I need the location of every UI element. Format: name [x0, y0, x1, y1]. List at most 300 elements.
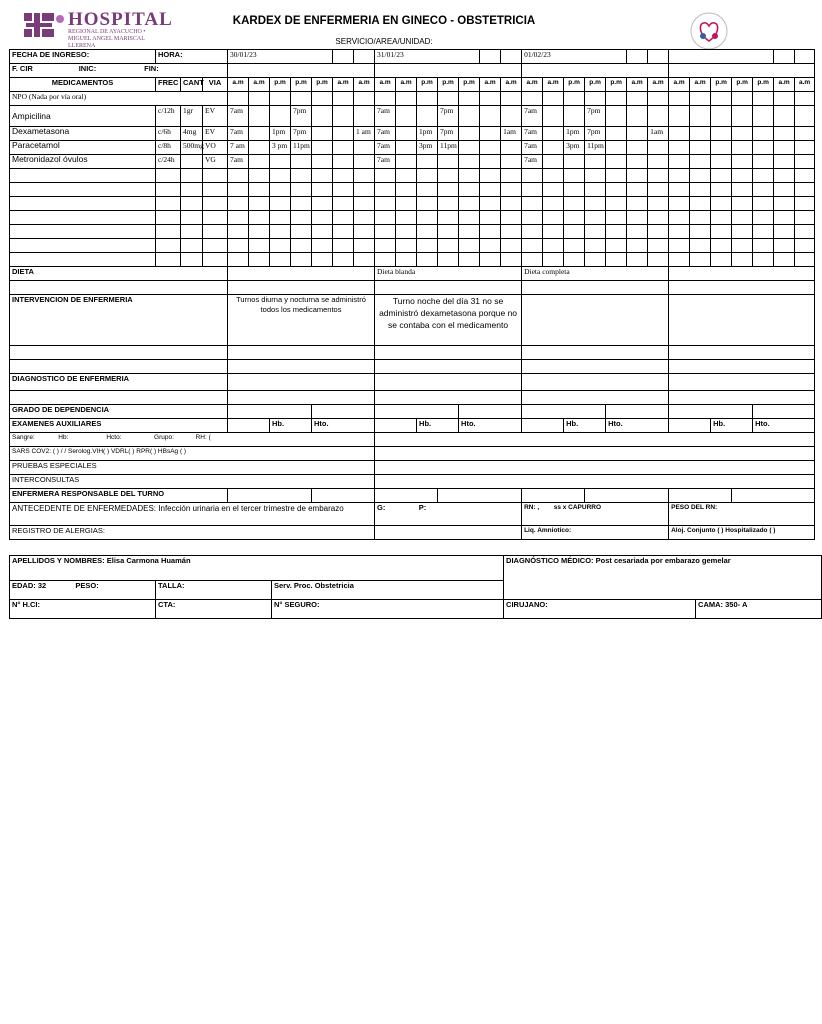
- diagnosis-row-2: [10, 391, 815, 405]
- fin-label: FIN:: [144, 64, 159, 73]
- table-cell: [228, 92, 249, 106]
- table-cell: [753, 78, 774, 92]
- table-cell: [753, 169, 774, 183]
- table-cell: [732, 141, 753, 155]
- table-cell: [375, 295, 522, 346]
- hci-cell: [10, 600, 156, 619]
- table-cell: [228, 239, 249, 253]
- shift-pm-header: p.m: [610, 79, 622, 86]
- table-cell: [375, 433, 815, 447]
- height-label: TALLA:: [158, 581, 185, 590]
- table-cell: [417, 141, 438, 155]
- table-cell: [669, 239, 690, 253]
- table-cell: [606, 183, 627, 197]
- table-cell: [228, 78, 249, 92]
- table-cell: [354, 225, 375, 239]
- table-cell: [312, 183, 333, 197]
- table-cell: [522, 391, 669, 405]
- dose-time: 3pm: [419, 141, 433, 150]
- table-cell: [417, 225, 438, 239]
- table-cell: [711, 211, 732, 225]
- table-cell: [375, 346, 522, 360]
- table-cell: [564, 211, 585, 225]
- dose-time: 7am: [524, 155, 537, 164]
- table-cell: [606, 405, 669, 419]
- table-cell: [203, 169, 228, 183]
- table-cell: [669, 346, 815, 360]
- table-cell: [522, 106, 543, 127]
- table-cell: [156, 225, 181, 239]
- table-cell: [648, 141, 669, 155]
- medication-frequency: c/6h: [158, 127, 171, 136]
- medication-row: [10, 141, 815, 155]
- table-cell: [774, 225, 795, 239]
- table-cell: [354, 141, 375, 155]
- table-cell: [543, 253, 564, 267]
- table-cell: [375, 281, 522, 295]
- table-cell: [396, 183, 417, 197]
- logo-name: HOSPITAL: [68, 9, 173, 30]
- medications-header: MEDICAMENTOS: [51, 78, 114, 87]
- table-cell: [375, 374, 522, 391]
- table-cell: [522, 92, 543, 106]
- table-cell: [396, 211, 417, 225]
- table-cell: [438, 127, 459, 141]
- table-cell: [564, 155, 585, 169]
- empty-medication-row: [10, 183, 815, 197]
- table-cell: [627, 183, 648, 197]
- amniotic-fluid-label: Liq. Amniotico:: [524, 527, 572, 534]
- table-cell: [270, 169, 291, 183]
- table-cell: [732, 489, 815, 503]
- table-cell: [10, 78, 156, 92]
- table-cell: [333, 183, 354, 197]
- dose-time: 7am: [230, 127, 243, 136]
- rh-label: RH: (: [195, 434, 211, 441]
- table-cell: [270, 92, 291, 106]
- table-cell: [606, 169, 627, 183]
- table-cell: [648, 50, 669, 64]
- table-cell: [156, 239, 181, 253]
- table-cell: [606, 92, 627, 106]
- medication-row: [10, 127, 815, 141]
- emblem-icon: [689, 11, 729, 51]
- table-cell: [438, 78, 459, 92]
- table-cell: [669, 419, 711, 433]
- npo-note: NPO (Nada por vía oral): [12, 92, 87, 101]
- table-cell: [10, 405, 228, 419]
- empty-medication-row: [10, 225, 815, 239]
- table-cell: [291, 169, 312, 183]
- special-tests-label: PRUEBAS ESPECIALES: [12, 461, 97, 470]
- allergies-label: REGISTRO DE ALERGIAS:: [12, 526, 105, 535]
- table-cell: [156, 78, 181, 92]
- shift-am-header: a.m: [631, 79, 643, 86]
- table-cell: [459, 92, 480, 106]
- table-cell: [181, 253, 203, 267]
- table-cell: [375, 106, 396, 127]
- allergies-row: [10, 526, 815, 540]
- table-cell: [732, 169, 753, 183]
- table-cell: [10, 526, 375, 540]
- table-cell: [690, 253, 711, 267]
- date-3: 01/02/23: [524, 50, 551, 59]
- table-cell: [690, 211, 711, 225]
- table-cell: [522, 526, 669, 540]
- table-cell: [396, 197, 417, 211]
- table-cell: [585, 92, 606, 106]
- capurro-label: ss x CAPURRO: [553, 504, 602, 511]
- table-cell: [203, 253, 228, 267]
- table-cell: [417, 253, 438, 267]
- table-cell: [564, 92, 585, 106]
- table-cell: [375, 225, 396, 239]
- table-cell: [669, 127, 690, 141]
- medication-route: EV: [205, 106, 215, 115]
- header: [0, 0, 768, 50]
- medication-frequency: c/8h: [158, 141, 171, 150]
- table-cell: [690, 155, 711, 169]
- table-cell: [10, 475, 375, 489]
- dose-time: 1 am: [356, 127, 371, 136]
- inic-label: INIC:: [78, 64, 97, 73]
- intervention-day-2: Turno noche del día 31 no se administró dexametasona porque no se contaba con el medicamento: [379, 296, 518, 330]
- table-cell: [732, 127, 753, 141]
- table-cell: [354, 211, 375, 225]
- table-cell: [270, 197, 291, 211]
- table-cell: [690, 183, 711, 197]
- table-cell: [375, 391, 522, 405]
- weight-label: PESO:: [75, 581, 99, 590]
- table-cell: [417, 169, 438, 183]
- table-cell: [459, 253, 480, 267]
- shift-am-header: a.m: [694, 79, 706, 86]
- table-cell: [480, 211, 501, 225]
- table-cell: [669, 169, 690, 183]
- table-cell: [543, 239, 564, 253]
- table-cell: [501, 253, 522, 267]
- table-cell: [564, 253, 585, 267]
- table-cell: [10, 197, 156, 211]
- table-cell: [10, 211, 156, 225]
- table-cell: [627, 50, 648, 64]
- table-cell: [501, 106, 522, 127]
- auxiliary-exams-label: EXAMENES AUXILIARES: [12, 419, 102, 428]
- table-cell: [585, 211, 606, 225]
- table-cell: [795, 183, 815, 197]
- surgeon-label: CIRUJANO:: [506, 600, 548, 609]
- table-cell: [438, 253, 459, 267]
- table-cell: [669, 391, 815, 405]
- history-value: Infección urinaria en el tercer trimestre de embarazo: [158, 504, 344, 513]
- table-cell: [711, 253, 732, 267]
- table-cell: [627, 197, 648, 211]
- table-cell: [156, 253, 181, 267]
- table-cell: [774, 155, 795, 169]
- table-cell: [774, 106, 795, 127]
- table-cell: [181, 225, 203, 239]
- table-cell: [669, 281, 815, 295]
- table-cell: [375, 360, 522, 374]
- table-cell: [10, 419, 228, 433]
- date-1-cell: [228, 50, 333, 64]
- dose-time: 7am: [524, 106, 537, 115]
- shift-pm-header: p.m: [463, 79, 475, 86]
- patient-table: [9, 555, 822, 619]
- table-cell: [203, 78, 228, 92]
- table-cell: [669, 50, 774, 64]
- shift-am-header: a.m: [400, 79, 412, 86]
- table-cell: [522, 127, 543, 141]
- table-cell: [690, 225, 711, 239]
- table-cell: [711, 225, 732, 239]
- table-cell: [690, 141, 711, 155]
- shift-pm-header: p.m: [442, 79, 454, 86]
- table-cell: [249, 106, 270, 127]
- table-cell: [333, 78, 354, 92]
- table-cell: [10, 281, 228, 295]
- table-cell: [396, 239, 417, 253]
- shift-pm-header: p.m: [736, 79, 748, 86]
- table-cell: [648, 106, 669, 127]
- shift-am-header: a.m: [358, 79, 370, 86]
- table-cell: [711, 92, 732, 106]
- table-cell: [648, 253, 669, 267]
- table-cell: [501, 169, 522, 183]
- medical-diagnosis-cell: [504, 556, 822, 600]
- table-cell: [312, 253, 333, 267]
- shift-am-header: a.m: [652, 79, 664, 86]
- dose-time: 7pm: [440, 106, 454, 115]
- medication-row: [10, 106, 815, 127]
- dose-time: 7pm: [587, 106, 601, 115]
- table-cell: [732, 92, 753, 106]
- table-cell: [333, 197, 354, 211]
- table-cell: [669, 360, 815, 374]
- table-cell: [228, 141, 249, 155]
- table-cell: [795, 127, 815, 141]
- table-cell: [312, 127, 333, 141]
- table-cell: [249, 211, 270, 225]
- table-cell: [375, 169, 396, 183]
- p-label: P:: [418, 503, 427, 512]
- table-cell: [480, 225, 501, 239]
- table-cell: [732, 239, 753, 253]
- dose-time: 7am: [377, 127, 390, 136]
- table-cell: [291, 197, 312, 211]
- table-cell: [648, 211, 669, 225]
- table-cell: [753, 239, 774, 253]
- nurse-row: [10, 489, 815, 503]
- table-cell: [795, 169, 815, 183]
- table-cell: [417, 211, 438, 225]
- table-cell: [690, 92, 711, 106]
- shift-pm-header: p.m: [715, 79, 727, 86]
- table-cell: [753, 197, 774, 211]
- table-cell: [249, 225, 270, 239]
- service-value: Serv. Proc. Obstetricia: [274, 581, 354, 590]
- table-cell: [690, 106, 711, 127]
- table-cell: [291, 78, 312, 92]
- table-cell: [228, 127, 249, 141]
- hcto-label: Hcto:: [106, 434, 122, 441]
- table-cell: [795, 106, 815, 127]
- table-cell: [774, 78, 795, 92]
- table-cell: [10, 169, 156, 183]
- table-cell: [181, 127, 203, 141]
- table-cell: [10, 225, 156, 239]
- table-cell: [156, 106, 181, 127]
- medication-row: [10, 155, 815, 169]
- table-cell: [10, 461, 375, 475]
- dose-time: 1am: [650, 127, 664, 136]
- table-cell: [291, 211, 312, 225]
- intervention-row: [10, 295, 815, 346]
- table-cell: [375, 267, 522, 281]
- table-cell: [10, 489, 228, 503]
- table-cell: [480, 106, 501, 127]
- table-cell: [181, 141, 203, 155]
- table-cell: [312, 155, 333, 169]
- table-cell: [228, 295, 375, 346]
- table-cell: [249, 183, 270, 197]
- insurance-label: N° SEGURO:: [274, 600, 320, 609]
- table-cell: [711, 141, 732, 155]
- shift-pm-header: p.m: [274, 79, 286, 86]
- table-cell: [753, 183, 774, 197]
- table-cell: [606, 155, 627, 169]
- table-cell: [375, 92, 396, 106]
- table-cell: [732, 183, 753, 197]
- table-cell: [228, 267, 375, 281]
- table-cell: [249, 141, 270, 155]
- table-cell: [648, 127, 669, 141]
- table-cell: [396, 169, 417, 183]
- shift-pm-header: p.m: [295, 79, 307, 86]
- dose-time: 11pm: [440, 141, 457, 150]
- table-cell: [522, 489, 585, 503]
- table-cell: [606, 239, 627, 253]
- diet-day-2: Dieta blanda: [377, 267, 416, 276]
- table-cell: [459, 127, 480, 141]
- table-cell: [711, 155, 732, 169]
- table-cell: [10, 295, 228, 346]
- table-cell: [417, 127, 438, 141]
- dose-time: 11pm: [587, 141, 604, 150]
- rooming-in-label: Aloj. Conjunto ( ) Hospitalizado ( ): [671, 527, 776, 534]
- table-cell: [156, 127, 181, 141]
- medication-frequency: c/24h: [158, 155, 175, 164]
- medication-name: Dexametasona: [12, 126, 70, 136]
- responsible-nurse-label: ENFERMERA RESPONSABLE DEL TURNO: [12, 489, 165, 498]
- shift-pm-header: p.m: [316, 79, 328, 86]
- table-cell: [156, 155, 181, 169]
- table-cell: [333, 50, 354, 64]
- table-cell: [375, 141, 396, 155]
- table-cell: [753, 211, 774, 225]
- table-cell: [270, 419, 312, 433]
- table-cell: [648, 155, 669, 169]
- table-cell: [333, 225, 354, 239]
- table-cell: [354, 253, 375, 267]
- table-cell: [543, 225, 564, 239]
- table-cell: [417, 78, 438, 92]
- table-cell: [753, 155, 774, 169]
- table-cell: [543, 155, 564, 169]
- dose-time: 7pm: [293, 127, 307, 136]
- table-cell: [203, 141, 228, 155]
- table-cell: [312, 169, 333, 183]
- hb-label: Hb.: [272, 419, 285, 428]
- table-cell: [459, 169, 480, 183]
- table-cell: [627, 141, 648, 155]
- table-cell: [228, 225, 249, 239]
- table-cell: [522, 211, 543, 225]
- table-cell: [203, 239, 228, 253]
- table-cell: [690, 169, 711, 183]
- table-cell: [375, 475, 815, 489]
- table-cell: [690, 197, 711, 211]
- rn-cell: [522, 503, 669, 526]
- table-cell: [711, 78, 732, 92]
- table-cell: [669, 374, 815, 391]
- table-cell: [396, 155, 417, 169]
- table-cell: [156, 183, 181, 197]
- shift-am-header: a.m: [526, 79, 538, 86]
- age-value: 32: [37, 581, 47, 590]
- table-cell: [354, 127, 375, 141]
- table-cell: [270, 183, 291, 197]
- table-cell: [627, 169, 648, 183]
- table-cell: [270, 211, 291, 225]
- table-cell: [249, 253, 270, 267]
- table-cell: [312, 197, 333, 211]
- table-cell: [228, 374, 375, 391]
- kardex-table: [9, 49, 815, 540]
- table-cell: [228, 489, 312, 503]
- table-cell: [501, 155, 522, 169]
- table-cell: [438, 489, 522, 503]
- table-cell: [585, 489, 669, 503]
- table-cell: [522, 374, 669, 391]
- table-cell: [753, 419, 815, 433]
- table-cell: [522, 267, 669, 281]
- table-cell: [396, 92, 417, 106]
- table-cell: [753, 225, 774, 239]
- table-cell: [375, 405, 459, 419]
- table-cell: [543, 106, 564, 127]
- table-cell: [270, 155, 291, 169]
- table-cell: [417, 92, 438, 106]
- table-cell: [627, 127, 648, 141]
- table-cell: [270, 78, 291, 92]
- empty-medication-row: [10, 211, 815, 225]
- history-row: [10, 503, 815, 526]
- table-cell: [480, 92, 501, 106]
- table-cell: [375, 419, 417, 433]
- table-cell: [249, 239, 270, 253]
- table-cell: [312, 489, 375, 503]
- table-cell: [732, 106, 753, 127]
- table-cell: [522, 405, 606, 419]
- table-cell: [522, 78, 543, 92]
- table-cell: [627, 225, 648, 239]
- cta-cell: [156, 600, 272, 619]
- table-cell: [312, 239, 333, 253]
- table-cell: [627, 211, 648, 225]
- diet-day-3: Dieta completa: [524, 267, 570, 276]
- table-cell: [270, 253, 291, 267]
